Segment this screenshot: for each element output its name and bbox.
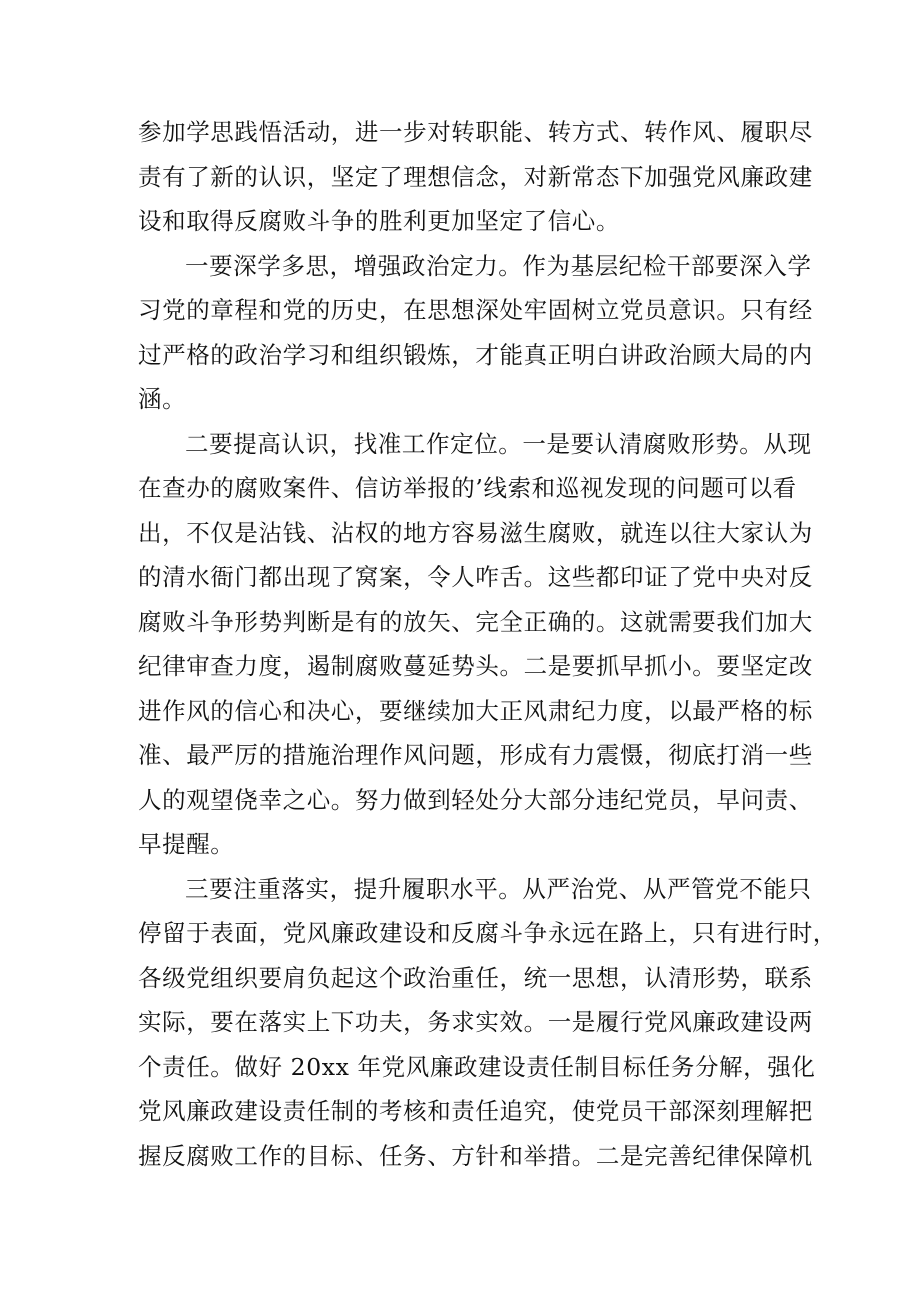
text-line: 停留于表面，党风廉政建设和反腐斗争永远在路上，只有进行时，: [138, 919, 837, 947]
text-line: 涵。: [138, 385, 187, 413]
text-line: 二要提高认识，找准工作定位。一是要认清腐败形势。从现: [185, 429, 812, 458]
text-line: 在查办的腐败案件、信访举报的’线索和巡视发现的问题可以看: [138, 474, 797, 502]
document-body: [138, 110, 837, 1178]
text-line: 纪律审查力度，遏制腐败蔓延势头。二是要抓早抓小。要坚定改: [138, 652, 813, 680]
text-line: 一要深学多思，增强政治定力。作为基层纪检干部要深入学: [185, 251, 812, 280]
text-line: 个责任。做好 20xx 年党风廉政建设责任制目标任务分解，强化: [138, 1052, 816, 1081]
paragraph-4: [138, 867, 837, 1179]
text-line: 习党的章程和党的历史，在思想深处牢固树立党员意识。只有经: [138, 296, 813, 324]
text-line: 责有了新的认识，坚定了理想信念，对新常态下加强党风廉政建: [138, 162, 813, 191]
text-line: 进作风的信心和决心，要继续加大正风肃纪力度，以最严格的标: [138, 696, 813, 725]
text-line: 过严格的政治学习和组织锻炼，才能真正明白讲政治顾大局的内: [138, 340, 813, 369]
text-line: 党风廉政建设责任制的考核和责任追究，使党员干部深刻理解把: [138, 1097, 813, 1125]
paragraph-3: [138, 422, 813, 867]
text-line: 腐败斗争形势判断是有的放矢、完全正确的。这就需要我们加大: [138, 607, 813, 636]
text-line: 早提醒。: [138, 830, 235, 858]
text-line: 实际，要在落实上下功夫，务求实效。一是履行党风廉政建设两: [138, 1008, 813, 1036]
text-line: 设和取得反腐败斗争的胜利更加坚定了信心。: [138, 207, 620, 235]
text-line: 人的观望侥幸之心。努力做到轻处分大部分违纪党员，早问责、: [138, 785, 813, 814]
text-line: 的清水衙门都出现了窝案，令人咋舌。这些都印证了党中央对反: [138, 563, 813, 591]
text-line: 准、最严厉的措施治理作风问题，形成有力震慑，彻底打消一些: [138, 741, 813, 769]
text-line: 各级党组织要肩负起这个政治重任，统一思想，认清形势，联系: [138, 963, 813, 992]
text-line: 参加学思践悟活动，进一步对转职能、转方式、转作风、履职尽: [138, 118, 813, 146]
text-line: 握反腐败工作的目标、任务、方针和举措。二是完善纪律保障机: [138, 1141, 813, 1170]
text-line: 出，不仅是沾钱、沾权的地方容易滋生腐败，就连以往大家认为: [138, 518, 813, 547]
paragraph-1: [138, 110, 813, 244]
text-line: 三要注重落实，提升履职水平。从严治党、从严管党不能只: [185, 874, 812, 903]
paragraph-2: [138, 244, 813, 422]
